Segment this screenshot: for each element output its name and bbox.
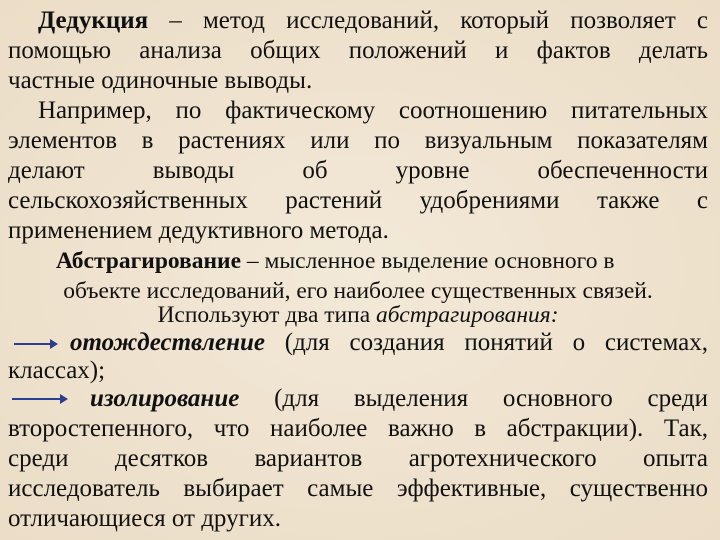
abstraction-term: Абстрагирование: [56, 248, 242, 274]
isolation-line-5: отличающиеся от других.: [8, 505, 281, 532]
abstraction-types-intro: [8, 300, 708, 330]
isolation-line-3: среди десятков вариантов агротехнического опыта: [8, 445, 708, 472]
isolation-line-4: исследователь выбирает самые эффективные, существенно: [8, 475, 708, 502]
abstraction-types-text: Используют два типа: [157, 302, 377, 328]
abstraction-line-1: [8, 246, 708, 276]
deduction-line-2: помощью анализа общих положений и фактов делать: [8, 37, 708, 64]
example-line-4: сельскохозяйственных растений удобрениями также с: [8, 187, 708, 214]
deduction-term: Дедукция: [38, 7, 149, 34]
example-line-1: Например, по фактическому соотношению питательных: [38, 97, 708, 124]
deduction-line-3: частные одиночные выводы.: [8, 67, 313, 94]
isolation-line-2: второстепенного, что наиболее важно в абстракции). Так,: [8, 415, 708, 442]
isolation-definition: (для выделения основного среди: [239, 385, 708, 412]
abstraction-types-emphasis: абстрагирования:: [376, 302, 559, 328]
deduction-line-1: [8, 6, 708, 36]
example-line-5: применением дедуктивного метода.: [8, 217, 389, 244]
abstraction-line-2: объекте исследований, его наиболее существенных связей.: [63, 278, 653, 304]
identification-line-2: классах);: [8, 357, 106, 384]
example-line-3: делают выводы об уровне обеспеченности: [8, 157, 708, 184]
identification-term: отождествление: [70, 329, 265, 356]
identification-definition: (для создания понятий о системах,: [264, 329, 708, 356]
isolation-term: изолирование: [90, 385, 240, 412]
isolation-line-1: [8, 384, 708, 414]
deduction-definition-start: – метод исследований, который позволяет с: [148, 7, 708, 34]
identification-line-1: [8, 328, 708, 358]
abstraction-definition-start: – мысленное выделение основного в: [241, 248, 615, 274]
example-line-2: элементов в растениях или по визуальным показателям: [8, 127, 708, 154]
